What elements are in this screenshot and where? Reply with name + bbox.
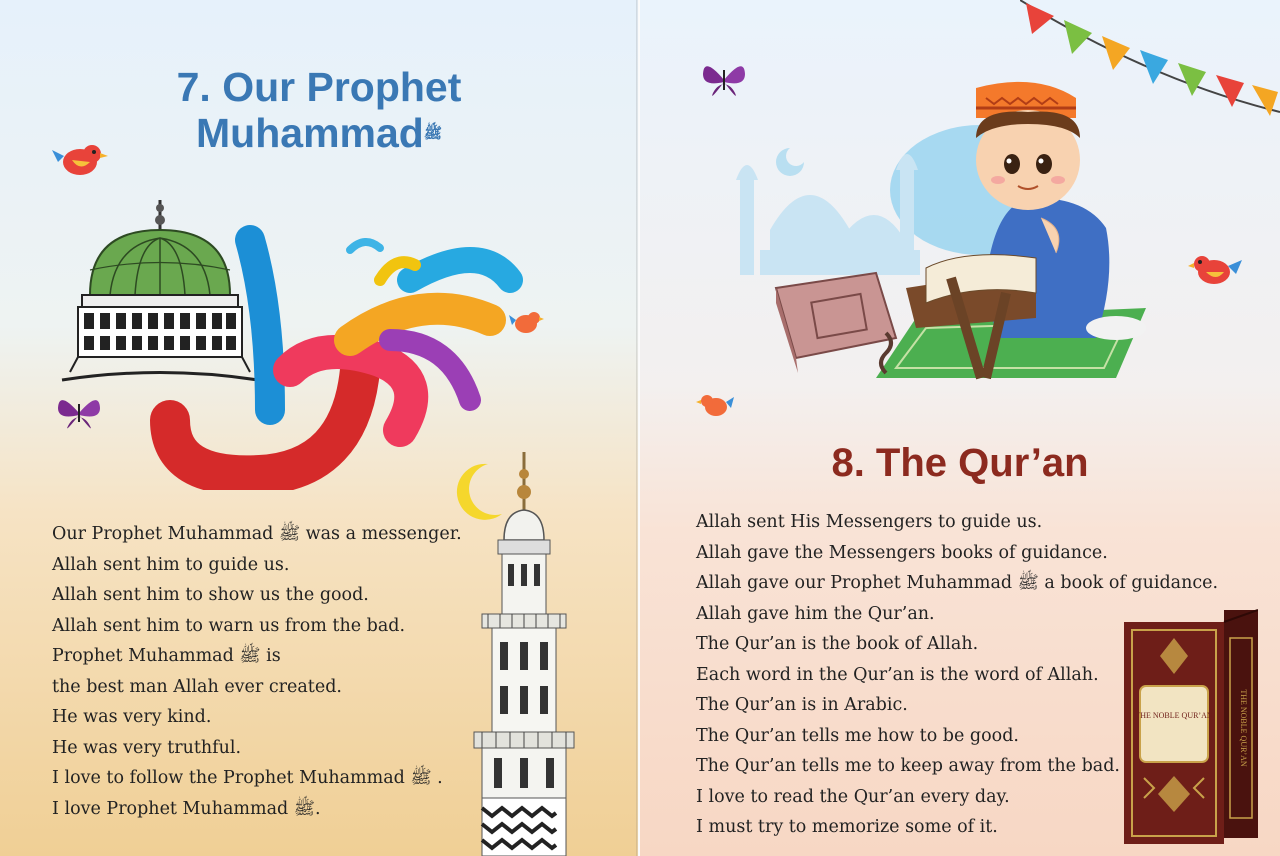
text-line: Prophet Muhammad ﷺ is bbox=[52, 646, 281, 666]
text-line: He was very truthful. bbox=[52, 737, 242, 758]
title-line-1: 7. Our Prophet bbox=[176, 64, 462, 110]
text-line: The Qur’an tells me to keep away from the bad. bbox=[696, 756, 1120, 776]
bird-icon bbox=[50, 138, 110, 180]
chapter-8-title: 8. The Qur’an bbox=[831, 441, 1089, 485]
text-line: The Qur’an is the book of Allah. bbox=[696, 634, 979, 654]
text-line: He was very kind. bbox=[52, 707, 212, 727]
left-page bbox=[0, 0, 638, 856]
quran-book-icon bbox=[1124, 608, 1258, 844]
bird-icon bbox=[696, 390, 734, 420]
bird-icon bbox=[508, 308, 544, 336]
right-page bbox=[640, 0, 1280, 856]
text-line: Allah gave the Messengers books of guidance. bbox=[696, 542, 1108, 563]
text-line: I love to read the Qur’an every day. bbox=[696, 786, 1010, 807]
text-line: Allah gave our Prophet Muhammad ﷺ a book of guidance. bbox=[696, 573, 1219, 593]
text-line: I love to follow the Prophet Muhammad ﷺ . bbox=[52, 768, 443, 788]
text-line: Allah sent His Messengers to guide us. bbox=[696, 512, 1043, 532]
honorific: ﷺ bbox=[423, 124, 442, 142]
book-cover-title: THE NOBLE QUR’AN bbox=[1135, 711, 1213, 720]
text-line: Allah gave him the Qur’an. bbox=[696, 603, 935, 624]
calligraphy-icon bbox=[150, 220, 530, 490]
text-line: the best man Allah ever created. bbox=[52, 676, 342, 697]
text-line: Our Prophet Muhammad ﷺ was a messenger. bbox=[52, 524, 462, 544]
butterfly-icon bbox=[54, 390, 104, 436]
left-body-text bbox=[52, 519, 472, 824]
text-line: The Qur’an tells me how to be good. bbox=[696, 725, 1019, 746]
text-line: I must try to memorize some of it. bbox=[696, 817, 998, 837]
text-line: I love Prophet Muhammad ﷺ. bbox=[52, 798, 321, 819]
text-line: Allah sent him to show us the good. bbox=[52, 585, 369, 605]
text-line: Allah sent him to warn us from the bad. bbox=[52, 615, 406, 636]
title-line-2: Muhammad bbox=[196, 110, 424, 156]
text-line: Each word in the Qur’an is the word of Allah. bbox=[696, 664, 1099, 685]
boy-reading-icon bbox=[736, 78, 1196, 398]
minaret-icon bbox=[468, 452, 580, 856]
text-line: The Qur’an is in Arabic. bbox=[696, 695, 908, 715]
book-spine-title: THE NOBLE QUR’AN bbox=[1239, 689, 1248, 767]
text-line: Allah sent him to guide us. bbox=[52, 554, 290, 575]
bird-icon bbox=[1188, 248, 1244, 288]
